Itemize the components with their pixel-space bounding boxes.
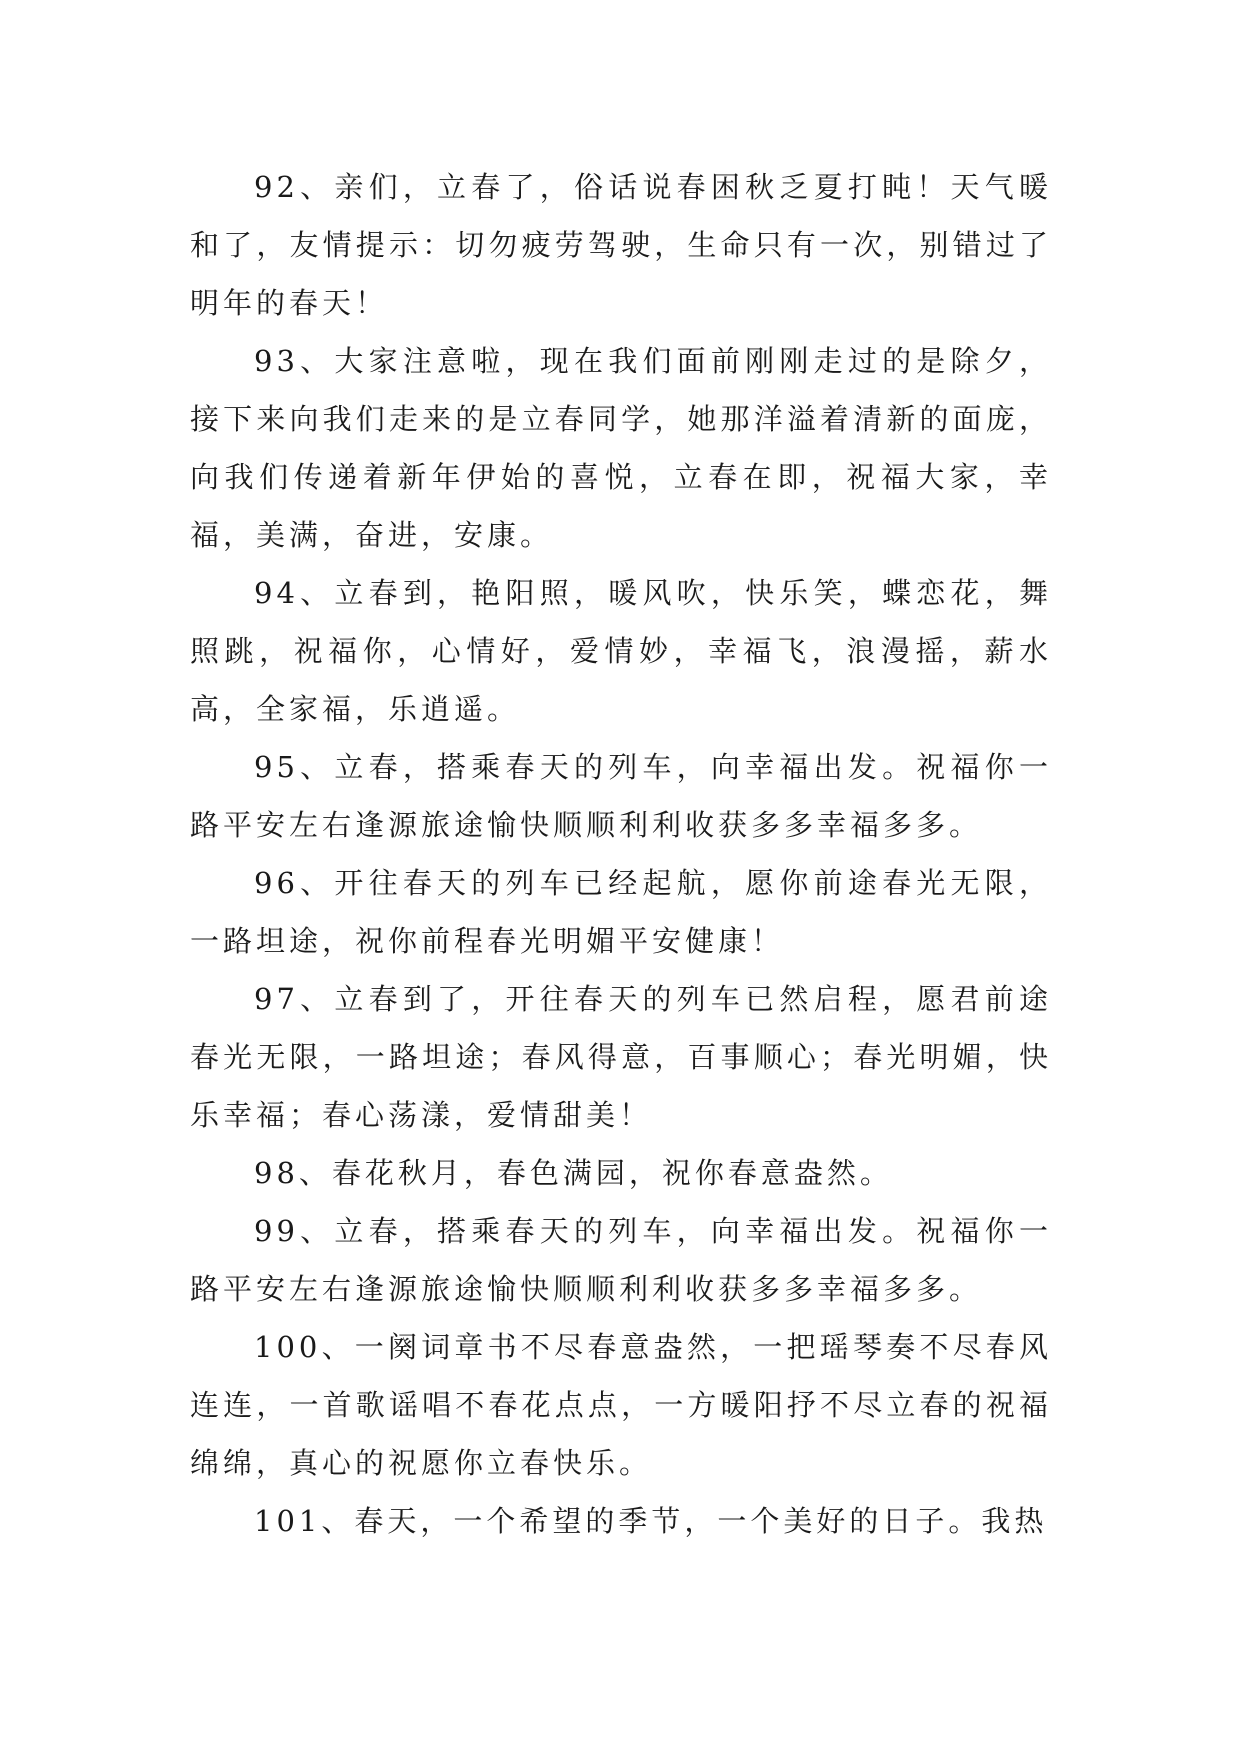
paragraph-95: 95、立春，搭乘春天的列车，向幸福出发。祝福你一路平安左右逢源旅途愉快顺顺利利收获多多幸福多多。 [190, 750, 1052, 842]
paragraph-101: 101、春天，一个希望的季节，一个美好的日子。我热 [254, 1504, 1048, 1538]
paragraph-100: 100、一阕词章书不尽春意盎然，一把瑶琴奏不尽春风连连，一首歌谣唱不春花点点，一方暖阳抒不尽立春的祝福绵绵，真心的祝愿你立春快乐。 [190, 1330, 1052, 1480]
paragraph-96: 96、开往春天的列车已经起航，愿你前途春光无限，一路坦途，祝你前程春光明媚平安健康！ [190, 866, 1052, 958]
paragraph-92: 92、亲们，立春了，俗话说春困秋乏夏打盹！天气暖和了，友情提示：切勿疲劳驾驶，生命只有一次，别错过了明年的春天！ [190, 170, 1052, 320]
paragraph-97: 97、立春到了，开往春天的列车已然启程，愿君前途春光无限，一路坦途；春风得意，百事顺心；春光明媚，快乐幸福；春心荡漾，爱情甜美！ [190, 982, 1052, 1132]
document-body [190, 158, 1052, 1550]
paragraph-98: 98、春花秋月，春色满园，祝你春意盎然。 [254, 1156, 893, 1190]
paragraph-93: 93、大家注意啦，现在我们面前刚刚走过的是除夕，接下来向我们走来的是立春同学，她那洋溢着清新的面庞，向我们传递着新年伊始的喜悦，立春在即，祝福大家，幸福，美满，奋进，安康。 [190, 344, 1052, 552]
paragraph-99: 99、立春，搭乘春天的列车，向幸福出发。祝福你一路平安左右逢源旅途愉快顺顺利利收获多多幸福多多。 [190, 1214, 1052, 1306]
paragraph-94: 94、立春到，艳阳照，暖风吹，快乐笑，蝶恋花，舞照跳，祝福你，心情好，爱情妙，幸福飞，浪漫摇，薪水高，全家福，乐逍遥。 [190, 576, 1052, 726]
